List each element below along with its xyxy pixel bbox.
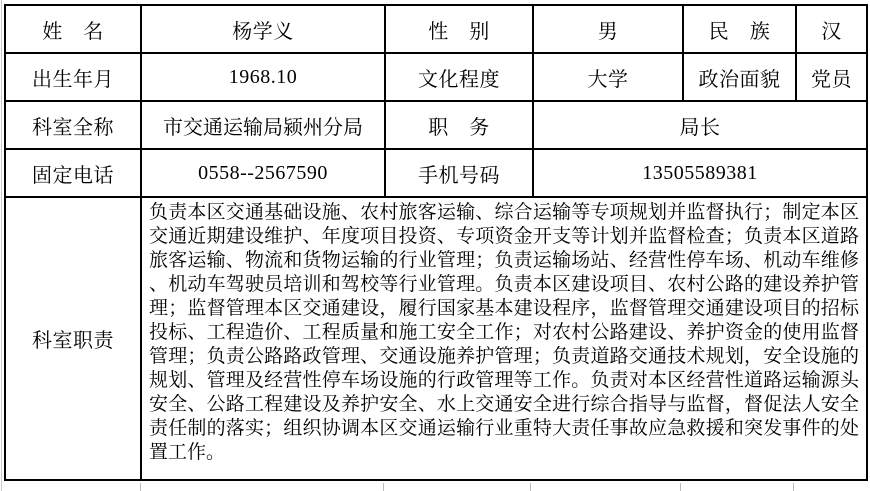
- ethnicity-value: 汉: [796, 5, 867, 53]
- duty-line: 投标、工程造价、工程质量和施工安全工作；对农村公路建设、养护资金的使用监督: [149, 322, 859, 343]
- row-birth-education-political: [5, 53, 867, 101]
- duty-line: 负责本区交通基础设施、农村旅客运输、综合运输等专项规划并监督执行；制定本区: [149, 202, 859, 223]
- mobile-label: 手机号码: [385, 149, 533, 197]
- ethnicity-label: 民 族: [683, 5, 796, 53]
- political-label: 政治面貌: [683, 53, 796, 101]
- landline-value: 0558--2567590: [141, 149, 385, 197]
- landline-label: 固定电话: [5, 149, 141, 197]
- personnel-info-table: [4, 4, 868, 481]
- position-value: 局长: [533, 101, 867, 149]
- row-name-gender-ethnicity: [5, 5, 867, 53]
- name-value: 杨学义: [141, 5, 385, 53]
- spreadsheet-gridline-stub: [140, 483, 141, 491]
- duty-line: 置工作。: [149, 442, 226, 463]
- education-value: 大学: [533, 53, 683, 101]
- political-value: 党员: [796, 53, 867, 101]
- duty-line: 责任制的落实；组织协调本区交通运输行业重特大责任事故应急救援和突发事件的处: [149, 418, 859, 439]
- row-phones: [5, 149, 867, 197]
- duty-line: 管理；负责公路路政管理、交通设施养护管理；负责道路交通技术规划，安全设施的: [149, 346, 859, 367]
- duty-line: 、机动车驾驶员培训和驾校等行业管理。负责本区建设项目、农村公路的建设养护管: [149, 274, 859, 295]
- position-label: 职 务: [385, 101, 533, 149]
- duty-line: 理；监督管理本区交通建设，履行国家基本建设程序，监督管理交通建设项目的招标: [149, 298, 859, 319]
- birth-value: 1968.10: [141, 53, 385, 101]
- duty-line: 交通近期建设维护、年度项目投资、专项资金开支等计划并监督检查；负责本区道路: [149, 226, 859, 247]
- spreadsheet-gridline-stub: [680, 483, 681, 491]
- gender-label: 性 别: [385, 5, 533, 53]
- duty-text-cell: [141, 197, 867, 480]
- spreadsheet-gridline-left: [1, 0, 2, 491]
- education-label: 文化程度: [385, 53, 533, 101]
- duty-line: 规划、管理及经营性停车场设施的行政管理等工作。负责对本区经营性道路运输源头: [149, 370, 859, 391]
- spreadsheet-gridline-stub: [530, 483, 531, 491]
- duty-label: 科室职责: [5, 197, 141, 480]
- row-duties: [5, 197, 867, 480]
- spreadsheet-gridline-stub: [383, 483, 384, 491]
- spreadsheet-gridline-stub: [793, 483, 794, 491]
- duty-line: 安全、公路工程建设及养护安全、水上交通安全进行综合指导与监督，督促法人安全: [149, 394, 859, 415]
- gender-value: 男: [533, 5, 683, 53]
- department-value: 市交通运输局颍州分局: [141, 101, 385, 149]
- department-label: 科室全称: [5, 101, 141, 149]
- name-label: 姓 名: [5, 5, 141, 53]
- mobile-value: 13505589381: [533, 149, 867, 197]
- row-department-position: [5, 101, 867, 149]
- birth-label: 出生年月: [5, 53, 141, 101]
- duty-line: 旅客运输、物流和货物运输的行业管理；负责运输场站、经营性停车场、机动车维修: [149, 250, 859, 271]
